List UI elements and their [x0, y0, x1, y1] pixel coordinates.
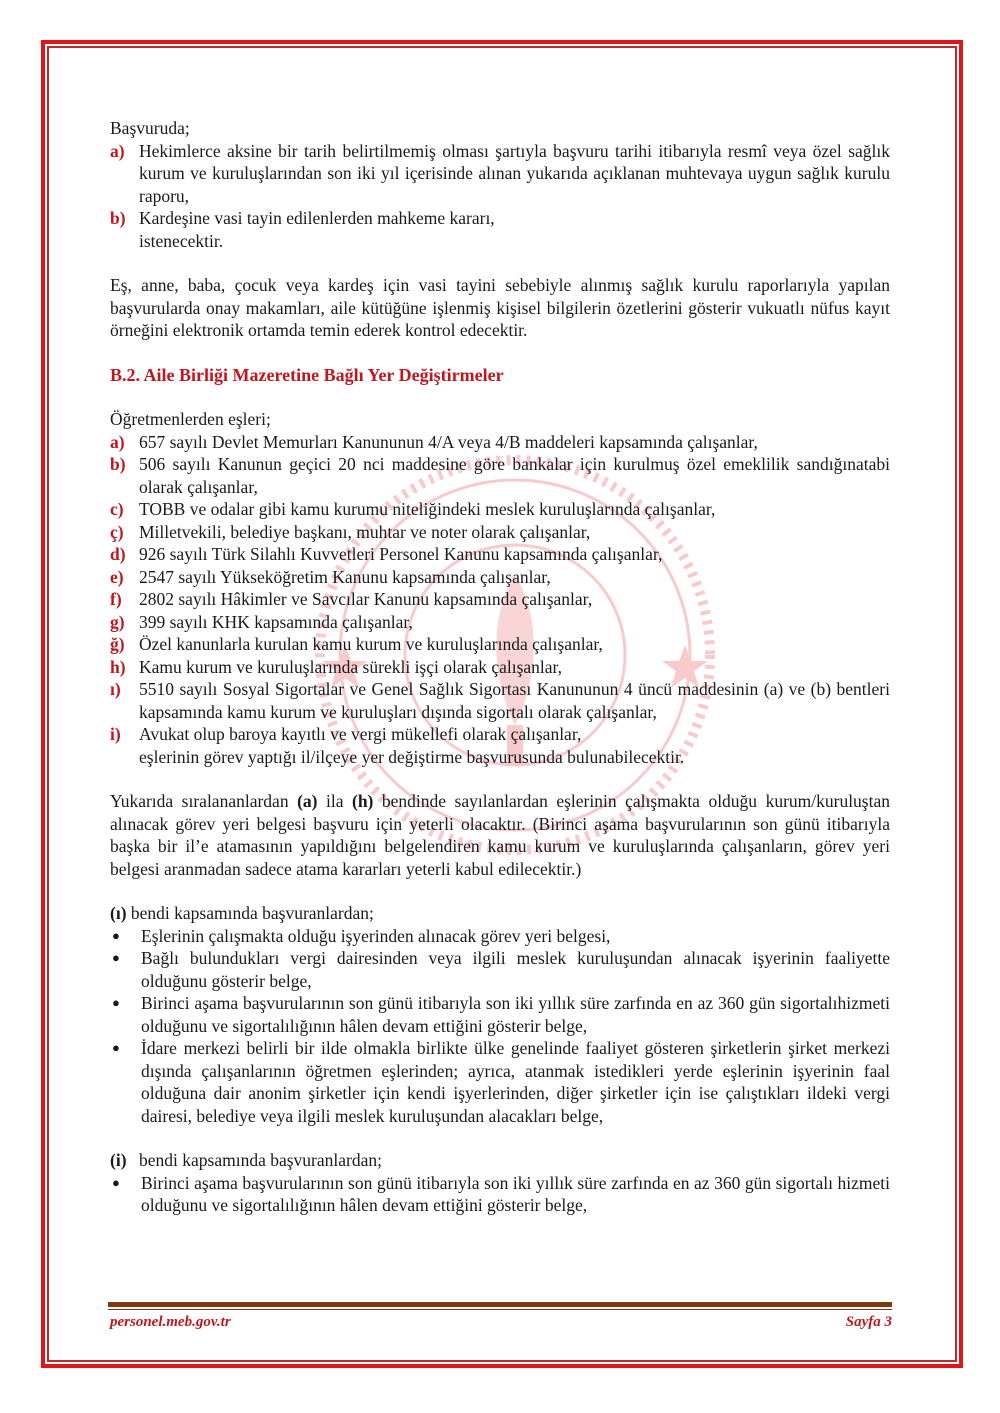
subsection-heading: [110, 902, 890, 925]
list-text: 2547 sayılı Yükseköğretim Kanunu kapsamında çalışanlar,: [139, 566, 551, 587]
bullet-icon: ●: [112, 927, 120, 943]
footer-divider: [108, 1302, 892, 1307]
list-marker: b): [110, 454, 126, 474]
list-closing: istenecektir.: [139, 230, 224, 251]
list-marker: d): [110, 544, 126, 564]
list-marker: c): [110, 499, 124, 519]
list-text: 926 sayılı Türk Silahlı Kuvvetleri Personel Kanunu kapsamında çalışanlar,: [139, 544, 663, 564]
bullet-icon: ●: [112, 950, 120, 965]
list-text: 506 sayılı Kanunun geçici 20 nci maddesine göre bankalar için kurulmuş özel emeklilik sandığınatabi olarak çalışanlar,: [139, 454, 890, 497]
list-text: Kardeşine vasi tayin edilenlerden mahkeme kararı,: [139, 208, 495, 228]
intro-text: Başvuruda;: [110, 118, 190, 138]
list-item: [110, 498, 890, 521]
subsection-marker: (ı): [110, 903, 127, 923]
list-item: [110, 588, 890, 611]
subsection-text: bendi kapsamında başvuranlardan;: [139, 1150, 382, 1170]
list-text: Kamu kurum ve kuruluşlarında sürekli işçi olarak çalışanlar,: [139, 656, 563, 677]
list-marker: e): [110, 566, 124, 587]
paragraph-bold-ref: (a): [297, 791, 318, 811]
paragraph-text: ila: [317, 791, 352, 811]
list-item: [110, 633, 890, 656]
list-item: [110, 678, 890, 723]
list-item: [110, 453, 890, 498]
list-text: 657 sayılı Devlet Memurları Kanununun 4/A veya 4/B maddeleri kapsamında çalışanlar,: [139, 431, 758, 452]
list-text: Özel kanunlarla kurulan kamu kurum ve kuruluşlarında çalışanlar,: [139, 634, 603, 654]
list-item: [110, 207, 890, 230]
list-text: 5510 sayılı Sosyal Sigortalar ve Genel Sağlık Sigortası Kanununun 4 üncü maddesinin (a) ve (b) bentleri kapsamında kamu kurum ve kuruluşları dışında sigortalı olarak çalışanlar,: [139, 679, 890, 722]
paragraph-text: bendinde sayılanlardan eşlerinin çalışmakta olduğu kurum/kuruluştan alınacak görev yeri belgesi başvuru için yeterli olacaktır. (Birinci aşama başvurularının son günü itibarıyla başka bir il’e atamasının yapıldığını belgelendiren kamu kurum ve kuruluşlarında çalışanların, görev yeri belgesi aranmadan sadece atama kararları yeterli kabul edilecektir.): [110, 791, 890, 879]
bullet-icon: ●: [112, 1040, 120, 1055]
list-marker: g): [110, 611, 125, 632]
document-body: [110, 117, 890, 1217]
list-item: [110, 521, 890, 544]
list-intro: Öğretmenlerden eşleri;: [110, 409, 271, 429]
paragraph-bold-ref: (h): [352, 791, 374, 811]
bullet-item: [110, 925, 890, 948]
list-item: [110, 431, 890, 454]
list-marker: f): [110, 589, 122, 609]
list-text: TOBB ve odalar gibi kamu kurumu niteliğindeki meslek kuruluşlarında çalışanlar,: [139, 499, 716, 519]
bullet-text: İdare merkezi belirli bir ilde olmakla birlikte ülke genelinde faaliyet gösteren şirketlerin şirket merkezi dışında çalışanlarının öğretmen eşlerinden; ayrıca, atanmak istedikleri yerde eşlerinin işyerinin faal olduğuna dair anonim şirketler için kendi işyerlerinden, diğer şirketler için ise çalıştıkları ildeki vergi dairesi, belediye veya ilgili meslek kuruluşundan alacakları belge,: [141, 1038, 890, 1126]
bullet-icon: ●: [112, 995, 120, 1010]
list-item: [110, 543, 890, 566]
bullet-text: Bağlı bulundukları vergi dairesinden veya ilgili meslek kuruluşundan alınacak işyerinin faaliyette olduğunu gösterir belge,: [141, 948, 890, 991]
list-item: [110, 723, 890, 746]
bullet-item: [110, 1037, 890, 1127]
list-marker: ğ): [110, 634, 125, 654]
bullet-item: [110, 992, 890, 1037]
subsection-heading: [110, 1149, 890, 1172]
list-item: [110, 656, 890, 679]
list-marker: a): [110, 140, 125, 161]
list-marker: b): [110, 208, 126, 228]
subsection-marker: (i): [110, 1150, 127, 1170]
bullet-text: Birinci aşama başvurularının son günü itibarıyla son iki yıllık süre zarfında en az 360 gün sigortalı hizmeti olduğunu ve sigortalılığının hâlen devam ettiğini gösterir belge,: [141, 1172, 890, 1215]
list-item: [110, 140, 890, 208]
list-marker: ç): [110, 521, 124, 542]
list-marker: a): [110, 431, 125, 452]
bullet-icon: ●: [112, 1174, 120, 1190]
footer-website: personel.meb.gov.tr: [110, 1314, 231, 1330]
paragraph-document-requirements: [110, 790, 890, 880]
subsection-text: bendi kapsamında başvuranlardan;: [126, 903, 374, 923]
list-marker: ı): [110, 679, 121, 699]
section-heading: B.2. Aile Birliği Mazeretine Bağlı Yer Değiştirmeler: [110, 364, 504, 385]
list-text: 2802 sayılı Hâkimler ve Savcılar Kanunu kapsamında çalışanlar,: [139, 589, 593, 609]
list-item: [110, 566, 890, 589]
bullet-text: Eşlerinin çalışmakta olduğu işyerinden alınacak görev yeri belgesi,: [141, 925, 611, 946]
paragraph-text: Yukarıda sıralananlardan: [110, 791, 298, 811]
bullet-text: Birinci aşama başvurularının son günü itibarıyla son iki yıllık süre zarfında en az 360 gün sigortalıhizmeti olduğunu ve sigortalılığının hâlen devam ettiğini gösterir belge,: [141, 993, 890, 1036]
footer-page-number: Sayfa 3: [845, 1314, 892, 1330]
list-item: [110, 611, 890, 634]
list-marker: h): [110, 656, 126, 677]
list-text: Hekimlerce aksine bir tarih belirtilmemiş olması şartıyla başvuru tarihi itibarıyla resmî veya özel sağlık kurum ve kuruluşlarından son iki yıl içerisinde alınan yukarıda açıklanan muhtevaya uygun sağlık kurulu raporu,: [139, 140, 890, 206]
bullet-item: [110, 1172, 890, 1217]
list-text: Avukat olup baroya kayıtlı ve vergi mükellefi olarak çalışanlar,: [139, 724, 582, 744]
list-text: 399 sayılı KHK kapsamında çalışanlar,: [139, 611, 413, 632]
list-text: Milletvekili, belediye başkanı, muhtar ve noter olarak çalışanlar,: [139, 521, 591, 542]
list-closing: eşlerinin görev yaptığı il/ilçeye yer değiştirme başvurusunda bulunabilecektir.: [139, 746, 685, 767]
bullet-item: [110, 947, 890, 992]
paragraph-guardian-reports: Eş, anne, baba, çocuk veya kardeş için vasi tayini sebebiyle alınmış sağlık kurulu raporlarıyla yapılan başvurularda onay makamları, aile kütüğüne işlenmiş kişisel bilgilerin özetlerini gösterir vukuatlı nüfus kayıt örneğini elektronik ortamda temin ederek kontrol edecektir.: [110, 275, 890, 340]
footer-divider-thin: [108, 1309, 892, 1310]
list-marker: i): [110, 724, 121, 744]
